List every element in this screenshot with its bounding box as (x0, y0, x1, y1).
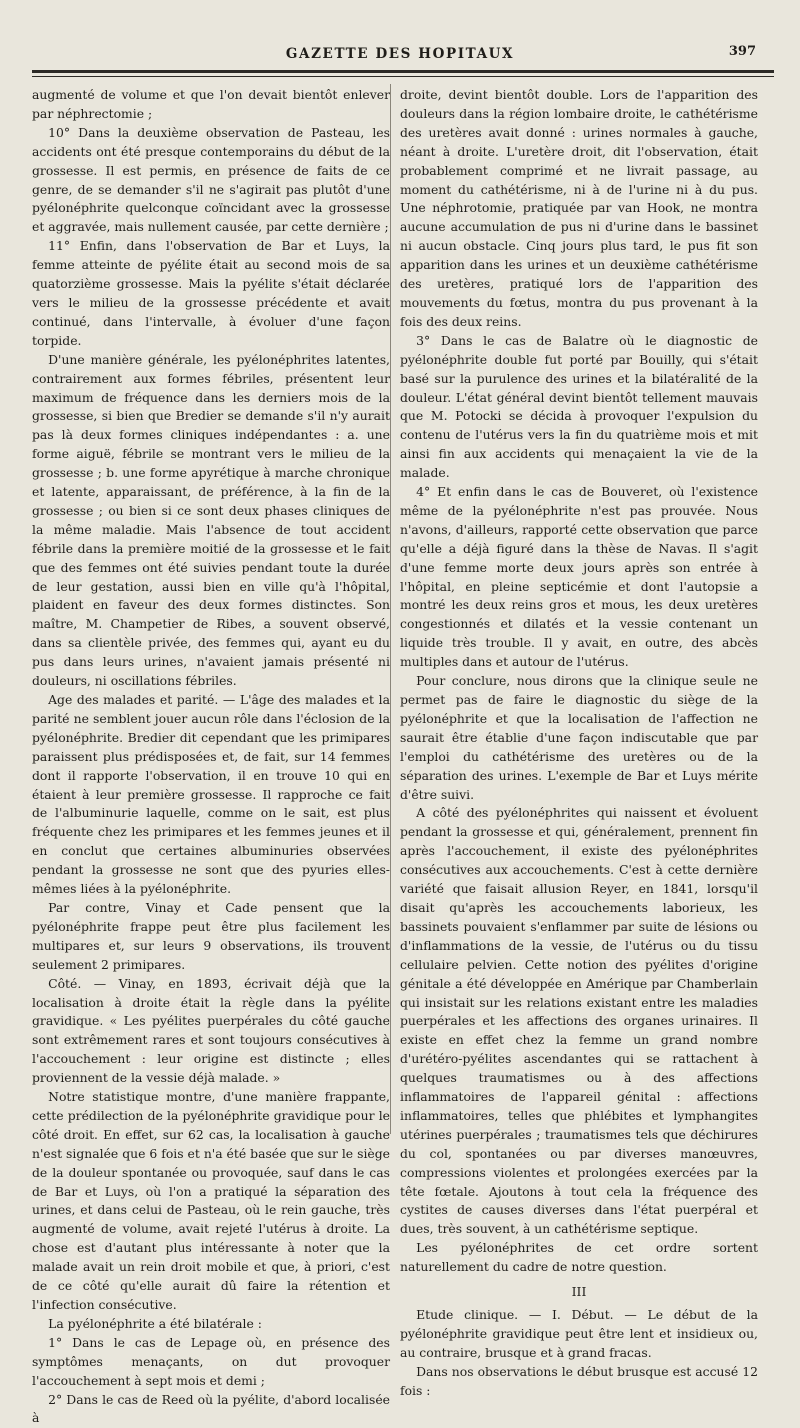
paragraph: droite, devint bientôt double. Lors de l'apparition des douleurs dans la région lombaire droite, le cathétérisme des uretères avait donné : urines normales à gauche, néant à droite. L'uretère droit, dit l'observation, était probablement comprimé et ne livrait passage, au moment du cathétérisme, ni à de l'urine ni à du pus. Une néphrotomie, pratiquée par van Hook, ne montra aucune accumulation de pus ni d'urine dans le bassinet ni aucun obstacle. Cinq jours plus tard, le pus fit son apparition dans les urines et un deuxième cathétérisme des uretères, pratiqué lors de l'apparition des mouvements du fœtus, montra du pus provenant à la fois des deux reins. (400, 87, 758, 329)
right-column (400, 86, 758, 1401)
paragraph: D'une manière générale, les pyélonéphrites latentes, contrairement aux formes fébriles, présentent leur maximum de fréquence dans les derniers mois de la grossesse, si bien que Bredier se demande s'il n'y aurait pas là deux formes cliniques indépendantes : a. une forme aiguë, fébrile se montrant vers le milieu de la grossesse ; b. une forme apyrétique à marche chronique et latente, apparaissant, de préférence, à la fin de la grossesse ; ou bien si ce sont deux phases cliniques de la même maladie. Mais l'absence de tout accident fébrile dans la première moitié de la grossesse et le fait que des femmes ont été suivies pendant toute la durée de leur gestation, aussi bien en ville qu'à l'hôpital, plaident en faveur des deux formes distinctes. Son maître, M. Champetier de Ribes, a souvent observé, dans sa clientèle privée, des femmes qui, ayant eu du pus dans leurs urines, n'avaient jamais présenté ni douleurs, ni oscillations fébriles. (32, 351, 390, 689)
section-heading: III (571, 1284, 587, 1300)
header-rule-thick (32, 70, 774, 73)
left-column (32, 86, 390, 1428)
paragraph: 11° Enfin, dans l'observation de Bar et Luys, la femme atteinte de pyélite était au second mois de sa quatorzième grossesse. Mais la pyélite s'était déclarée vers le milieu de la grossesse précédente et avait continué, dans l'intervalle, à évoluer d'une façon torpide. (32, 238, 390, 348)
paragraph: Dans nos observations le début brusque est accusé 12 fois : (400, 1363, 758, 1398)
paragraph: augmenté de volume et que l'on devait bientôt enlever par néphrectomie ; (32, 87, 390, 121)
running-title: GAZETTE DES HOPITAUX (285, 46, 515, 62)
paragraph: Etude clinique. — I. Début. — Le début de la pyélonéphrite gravidique peut être lent et insidieux ou, au contraire, brusque et à grand fracas. (400, 1307, 758, 1360)
paragraph: 10° Dans la deuxième observation de Pasteau, les accidents ont été presque contemporains du début de la grossesse. Il est permis, en présence de faits de ce genre, de se demander s'il ne s'agirait pas plutôt d'une pyélonéphrite quelconque coïncidant avec la grossesse et aggravée, mais nullement causée, par cette dernière ; (32, 124, 390, 235)
paragraph: A côté des pyélonéphrites qui naissent et évoluent pendant la grossesse et qui, généralement, prennent fin après l'accouchement, il existe des pyélonéphrites consécutives aux accouchements. C'est à cette dernière variété que faisait allusion Reyer, en 1841, lorsqu'il disait qu'après les accouchements laborieux, les bassinets pouvaient s'enflammer par suite de lésions ou d'inflammations de la vessie, de l'utérus ou du tissu cellulaire pelvien. Cette notion des pyélites d'origine génitale a été développée en Amérique par Chamberlain qui insistait sur les relations existant entre les maladies puerpérales et les affections des organes urinaires. Il existe en effet chez la femme un grand nombre d'urétéro-pyélites ascendantes qui se rattachent à quelques traumatismes ou à des affections inflammatoires de l'appareil génital : affections inflammatoires, telles que phlébites et lymphangites utérines puerpérales ; traumatismes tels que déchirures du col, spontanées ou par diverses manœuvres, compressions violentes et prolongées exercées par la tête fœtale. Ajoutons à tout cela la fréquence des cystites de causes diverses dans l'état puerpéral et dues, très souvent, à un cathétérisme septique. (400, 805, 758, 1237)
paragraph: Côté. — Vinay, en 1893, écrivait déjà que la localisation à droite était la règle dans la pyélite gravidique. « Les pyélites puerpérales du côté gauche sont extrêmement rares et sont toujours consécutives à l'accouchement : leur origine est distincte ; elles proviennent de la vessie déjà malade. » (32, 975, 390, 1086)
header-rule-thin (32, 76, 774, 77)
paragraph: La pyélonéphrite a été bilatérale : (48, 1315, 262, 1331)
column-divider (390, 84, 391, 1134)
paragraph: Les pyélonéphrites de cet ordre sortent naturellement du cadre de notre question. (400, 1240, 758, 1275)
paragraph: Age des malades et parité. — L'âge des malades et la parité ne semblent jouer aucun rôle dans l'éclosion de la pyélonéphrite. Bredier dit cependant que les primipares paraissent plus prédisposées et, de fait, sur 14 femmes dont il rapporte l'observation, il en trouve 10 qui en étaient à leur première grossesse. Il rapproche ce fait de l'albuminurie laquelle, comme on le sait, est plus fréquente chez les primipares et les femmes jeunes et il en conclut que certaines albuminuries observées pendant la grossesse ne sont que des pyuries elles-mêmes liées à la pyélonéphrite. (32, 692, 390, 897)
paragraph: 3° Dans le cas de Balatre où le diagnostic de pyélonéphrite double fut porté par Bouilly, qui s'était basé sur la purulence des urines et la bilatéralité de la douleur. L'état général devint bientôt tellement mauvais que M. Potocki se décida à provoquer l'expulsion du contenu de l'utérus vers la fin du quatrième mois et mit ainsi fin aux accidents qui menaçaient la vie de la malade. (400, 332, 758, 481)
page-number: 397 (728, 44, 756, 59)
paragraph: Pour conclure, nous dirons que la clinique seule ne permet pas de faire le diagnostic du siège de la pyélonéphrite et que la localisation de l'affection ne saurait être établie d'une façon indiscutable que par l'emploi du cathétérisme des uretères ou de la séparation des urines. L'exemple de Bar et Luys mérite d'être suivi. (400, 673, 758, 802)
paragraph: Par contre, Vinay et Cade pensent que la pyélonéphrite frappe peut être plus facilement les multipares et, sur leurs 9 observations, ils trouvent seulement 2 primipares. (32, 899, 390, 972)
paragraph: 2° Dans le cas de Reed où la pyélite, d'abord localisée à (32, 1391, 390, 1426)
paragraph: Notre statistique montre, d'une manière frappante, cette prédilection de la pyélonéphrite gravidique pour le côté droit. En effet, sur 62 cas, la localisation à gauche n'est signalée que 6 fois et n'a été basée que sur le siège de la douleur spontanée ou provoquée, sauf dans le cas de Bar et Luys, où l'on a pratiqué la séparation des urines, et dans celui de Pasteau, où le rein gauche, très augmenté de volume, avait rejeté l'utérus à droite. La chose est d'autant plus intéressante à noter que la malade avait un rein droit mobile et que, à priori, c'est de ce côté qu'elle aurait dû faire la rétention et l'infection consécutive. (32, 1089, 390, 1312)
paragraph: 1° Dans le cas de Lepage où, en présence des symptômes menaçants, on dut provoquer l'accouchement à sept mois et demi ; (32, 1334, 390, 1388)
paragraph: 4° Et enfin dans le cas de Bouveret, où l'existence même de la pyélonéphrite n'est pas prouvée. Nous n'avons, d'ailleurs, rapporté cette observation que parce qu'elle a déjà figuré dans la thèse de Navas. Il s'agit d'une femme morte deux jours après son entrée à l'hôpital, en pleine septicémie et dont l'autopsie a montré les deux reins gros et mous, les deux uretères congestionnés et dilatés et la vessie contenant un liquide très trouble. Il y avait, en outre, des abcès multiples dans et autour de l'utérus. (400, 484, 758, 670)
